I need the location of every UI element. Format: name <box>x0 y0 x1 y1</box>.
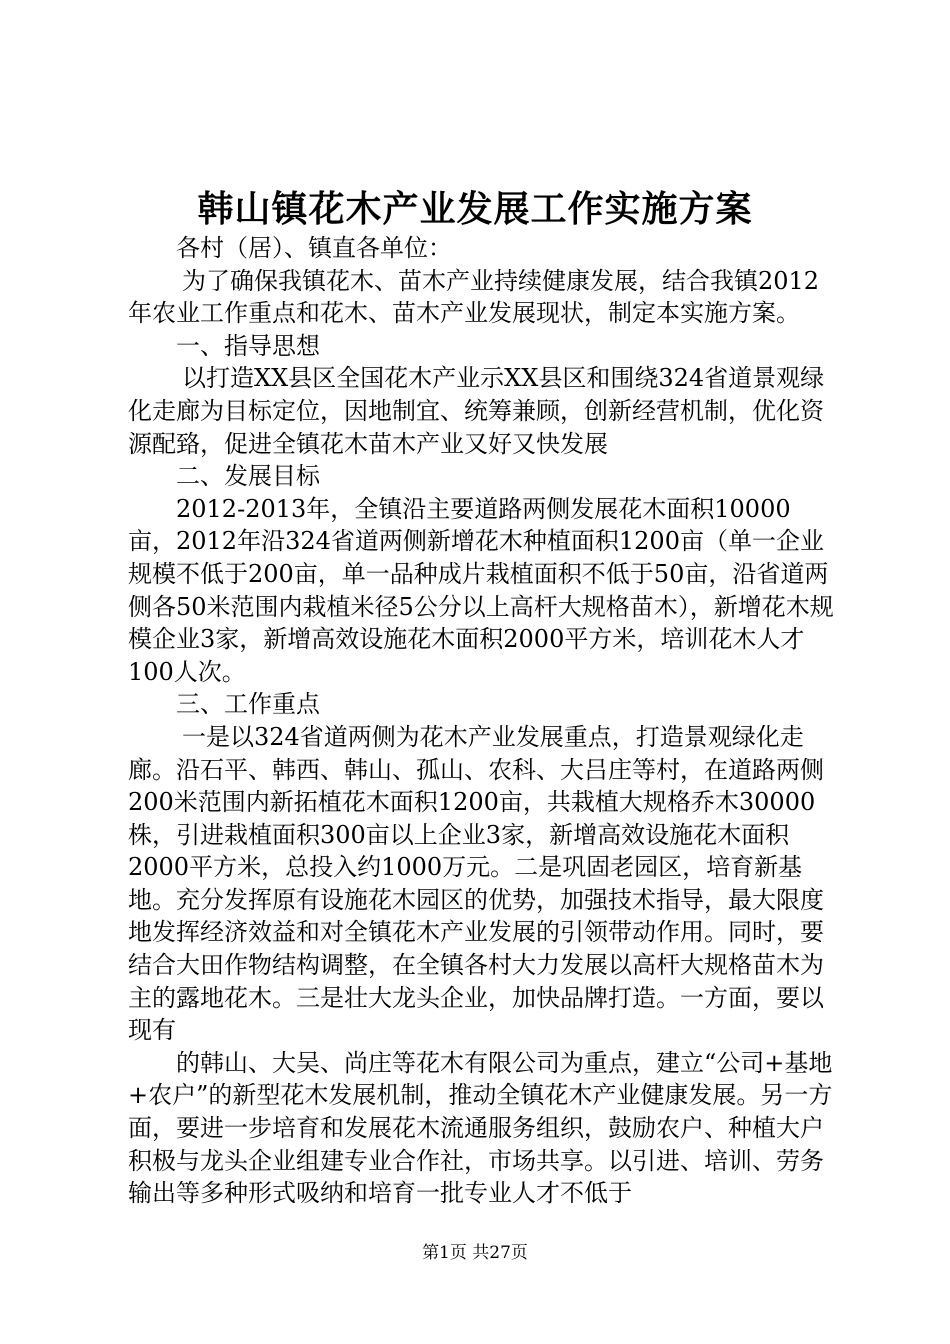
section-heading-guiding-thought: 一、指导思想 <box>176 331 320 360</box>
document-body <box>128 232 836 1210</box>
intro-paragraph: 为了确保我镇花木、苗木产业持续健康发展，结合我镇2012年农业工作重点和花木、苗木产业发展现状，制定本实施方案。 <box>128 266 820 328</box>
development-goals-paragraph: 2012-2013年，全镇沿主要道路两侧发展花木面积10000亩，2012年沿324省道两侧新增花木种植面积1200亩（单一企业规模不低于200亩，单一品种成片栽植面积不低于50亩，沿省道两侧各50米范围内栽植米径5公分以上高杆大规格苗木），新增花木规模企业3家，新增高效设施花木面积2000平方米，培训花木人才100人次。 <box>128 494 834 686</box>
document-title: 韩山镇花木产业发展工作实施方案 <box>197 188 753 230</box>
page-number-footer: 第1页 共27页 <box>422 1243 528 1263</box>
work-priorities-continued-paragraph: 的韩山、大吴、尚庄等花木有限公司为重点，建立“公司+基地+农户”的新型花木发展机制，推动全镇花木产业健康发展。另一方面，要进一步培育和发展花木流通服务组织，鼓励农户、种植大户积极与龙头企业组建专业合作社，市场共享。以引进、培训、劳务输出等多种形式吸纳和培育一批专业人才不低于 <box>128 1048 833 1208</box>
section-heading-development-goals: 二、发展目标 <box>176 462 320 491</box>
guiding-thought-paragraph: 以打造XX县区全国花木产业示XX县区和围绕324省道景观绿化走廊为目标定位，因地制宜、统筹兼顾，创新经营机制，优化资源配臵，促进全镇花木苗木产业又好又快发展 <box>128 364 825 458</box>
work-priorities-paragraph: 一是以324省道两侧为花木产业发展重点，打造景观绿化走廊。沿石平、韩西、韩山、孤山、农科、大吕庄等村，在道路两侧200米范围内新拓植花木面积1200亩，共栽植大规格乔木30000株，引进栽植面积300亩以上企业3家，新增高效设施花木面积2000平方米，总投入约1000万元。二是巩固老园区，培育新基地。充分发挥原有设施花木园区的优势，加强技术指导，最大限度地发挥经济效益和对全镇花木产业发展的引领带动作用。同时，要结合大田作物结构调整，在全镇各村大力发展以高杆大规格苗木为主的露地花木。三是壮大龙头企业，加快品牌打造。一方面，要以现有 <box>128 722 824 1045</box>
section-heading-work-priorities: 三、工作重点 <box>176 690 320 719</box>
salutation-paragraph: 各村（居）、镇直各单位： <box>176 234 452 262</box>
